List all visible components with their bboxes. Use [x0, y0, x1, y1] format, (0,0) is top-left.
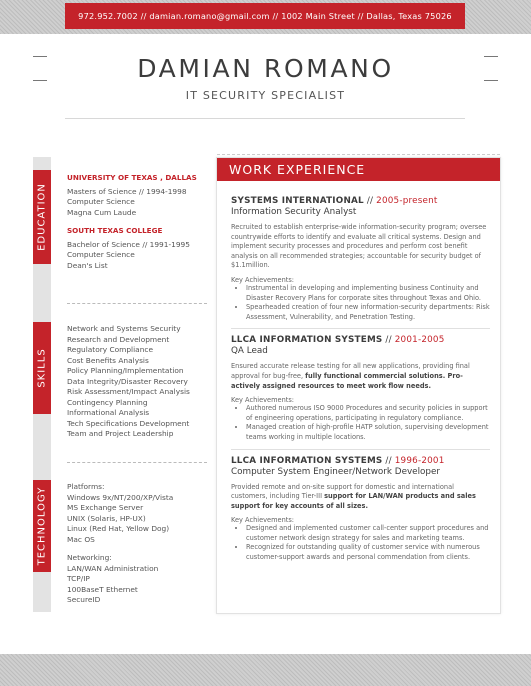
job-description	[231, 223, 490, 271]
education-tab	[33, 170, 51, 264]
technology-tab	[33, 480, 51, 572]
education-section	[67, 173, 207, 271]
date-separator: //	[363, 196, 377, 206]
jobs-list	[231, 196, 490, 569]
skill-item: Cost Benefits Analysis	[67, 355, 149, 365]
person-name: DAMIAN ROMANO	[137, 54, 394, 83]
achievements-list	[231, 284, 490, 322]
skill-item: Risk Assessment/Impact Analysis	[67, 387, 190, 396]
achievement-item: • Instrumental in developing and implementing business Continuity and Disaster Recovery Plans for corporate sites throughout Texas and Ohio.	[246, 284, 490, 303]
achievement-item: • Authored numerous ISO 9000 Procedures and security policies in support of engineering operations, participating in regulatory compliance.	[246, 404, 490, 423]
section-divider	[67, 462, 207, 463]
job-description-bold: fully functional commercial solutions. Pro-actively assigned resources to meet work flow needs.	[231, 371, 463, 390]
work-experience-heading	[217, 158, 500, 181]
achievements-label: Key Achievements:	[231, 396, 294, 405]
panel-top-dashes	[217, 154, 500, 157]
work-experience-panel	[216, 157, 501, 614]
tech-item: Windows 9x/NT/200/XP/Vista	[67, 492, 174, 502]
skill-item: Regulatory Compliance	[67, 345, 153, 354]
job-title: IT SECURITY SPECIALIST	[185, 89, 346, 102]
job-description-text: Provided remote and on-site support for domestic and international customers, including Tier-III	[231, 482, 454, 501]
skills-tab-label: SKILLS	[36, 348, 48, 388]
achievements-list	[231, 524, 490, 562]
tech-item: 100BaseT Ethernet	[67, 584, 138, 594]
job-divider	[231, 328, 490, 329]
achievement-item: • Designed and implemented customer call-center support procedures and customer network design strategy for sales and marketing teams.	[246, 524, 490, 543]
skills-section	[67, 324, 207, 440]
job-dates: 2001-2005	[394, 335, 445, 346]
tech-item: LAN/WAN Administration	[67, 563, 159, 573]
date-separator: //	[382, 335, 395, 346]
skill-item: Policy Planning/Implementation	[67, 366, 184, 375]
education-line: Dean's List	[67, 260, 108, 270]
tech-item: Mac OS	[67, 534, 95, 544]
achievements-label: Key Achievements:	[231, 516, 294, 525]
tech-item: Linux (Red Hat, Yellow Dog)	[67, 524, 170, 533]
school-name: SOUTH TEXAS COLLEGE	[67, 226, 163, 235]
job-description-bold: support for LAN/WAN products and sales support for key accounts of all sizes.	[231, 492, 476, 510]
job-divider	[231, 449, 490, 450]
job-entry	[231, 456, 490, 563]
skill-item: Data Integrity/Disaster Recovery	[67, 376, 188, 386]
job-header	[231, 196, 490, 206]
contact-bar	[65, 3, 465, 29]
skill-item: Contingency Planning	[67, 397, 148, 407]
job-entry	[231, 196, 490, 322]
job-role: Information Security Analyst	[231, 207, 357, 217]
skill-item: Informational Analysis	[67, 408, 150, 417]
tech-item: SecureID	[67, 595, 101, 604]
education-line: Computer Science	[67, 250, 135, 259]
platforms-label: Platforms:	[67, 482, 105, 491]
skill-item: Network and Systems Security	[67, 324, 181, 333]
header-divider	[65, 118, 465, 119]
company-name: LLCA INFORMATION SYSTEMS	[231, 335, 383, 346]
education-line: Computer Science	[67, 197, 135, 206]
section-divider	[67, 303, 207, 304]
job-header	[231, 335, 490, 345]
bottom-pattern-band	[0, 654, 531, 686]
technology-tab-label: TECHNOLOGY	[36, 486, 48, 566]
job-description-text: Ensured accurate release testing for all new applications, providing final approval for bug-free,	[231, 362, 470, 380]
job-dates: 1996-2001	[394, 455, 445, 466]
company-name: SYSTEMS INTERNATIONAL	[231, 196, 364, 206]
technology-section	[67, 482, 207, 606]
job-description	[231, 362, 490, 391]
skill-item: Tech Specifications Development	[67, 418, 190, 428]
skill-item: Research and Development	[67, 334, 170, 344]
skill-item: Team and Project Leadership	[67, 429, 174, 438]
job-role: QA Lead	[231, 346, 268, 357]
education-entry	[67, 226, 207, 271]
work-experience-heading-text: WORK EXPERIENCE	[229, 162, 366, 177]
date-separator: //	[382, 455, 395, 466]
job-description	[231, 483, 490, 512]
job-description-text: Recruited to establish enterprise-wide information-security program; oversee countrywide efforts to identify and evaluate all critical systems. Design and implement security processes and procedures and perform cost benefit analysis on all recommended strategies; accountable for security budget of $1.1million.	[231, 223, 487, 270]
achievement-item: • Recognized for outstanding quality of customer service with numerous customer-support awards and personal commendation from clients.	[246, 543, 490, 562]
education-entry	[67, 173, 207, 218]
achievement-item: • Spearheaded creation of four new information-security departments: Risk Assessment, Vulnerability, and Penetration Testing.	[246, 303, 490, 322]
achievements-label: Key Achievements:	[231, 275, 294, 284]
tech-item: MS Exchange Server	[67, 503, 144, 512]
education-line: Magna Cum Laude	[67, 207, 137, 217]
school-name: UNIVERSITY OF TEXAS , DALLAS	[67, 173, 197, 182]
achievement-item: • Managed creation of high-profile HATP solution, supervising development teams working in multiple locations.	[246, 423, 490, 442]
tech-item: UNIX (Solaris, HP-UX)	[67, 513, 146, 523]
education-line: Masters of Science // 1994-1998	[67, 186, 187, 196]
achievements-list	[231, 404, 490, 442]
job-role: Computer System Engineer/Network Developer	[231, 466, 441, 477]
skills-tab	[33, 322, 51, 414]
contact-line: 972.952.7002 // damian.romano@gmail.com // 1002 Main Street // Dallas, Texas 75026	[78, 11, 452, 21]
job-header	[231, 456, 490, 466]
job-entry	[231, 335, 490, 442]
tech-item: TCP/IP	[67, 574, 90, 583]
company-name: LLCA INFORMATION SYSTEMS	[231, 455, 383, 466]
education-tab-label: EDUCATION	[36, 183, 48, 251]
networking-label: Networking:	[67, 553, 112, 562]
job-dates: 2005-present	[376, 196, 438, 206]
education-line: Bachelor of Science // 1991-1995	[67, 239, 190, 249]
